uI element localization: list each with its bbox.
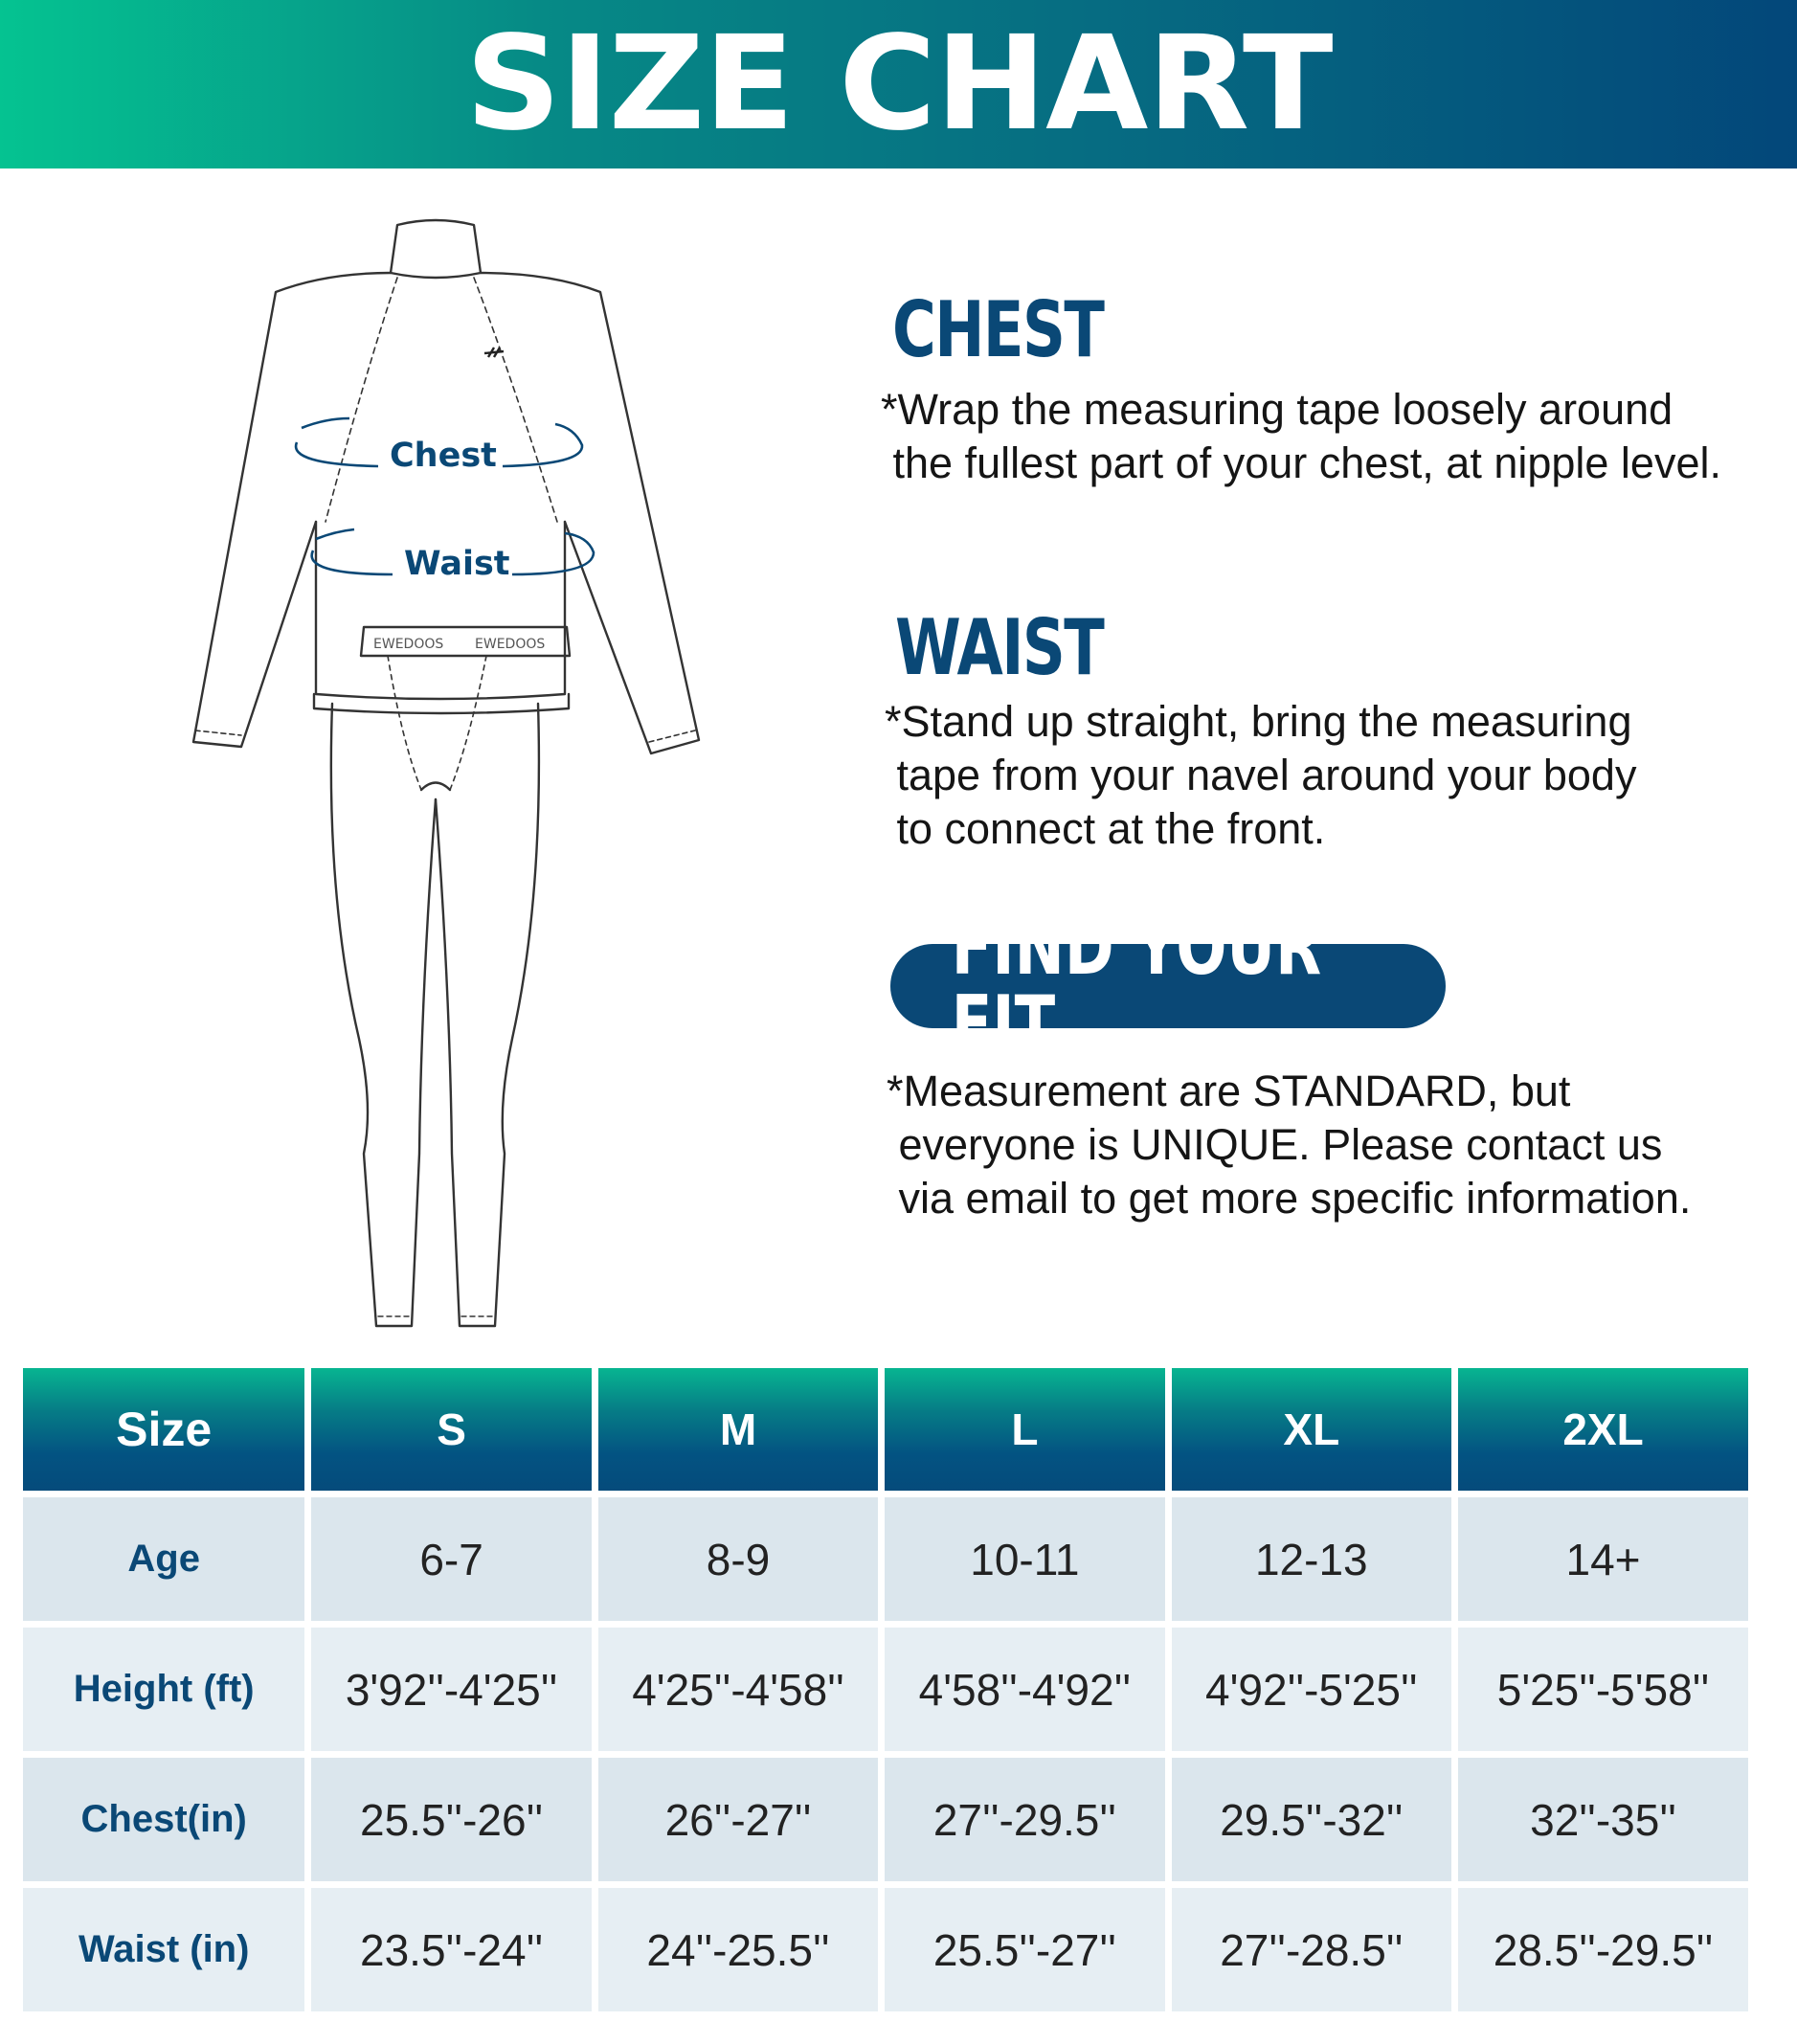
header-2xl: 2XL bbox=[1458, 1368, 1748, 1491]
chest-heading: CHEST bbox=[892, 285, 1104, 374]
table-row bbox=[23, 1628, 1748, 1751]
find-your-fit-badge bbox=[890, 903, 1446, 1068]
table-header-row bbox=[23, 1368, 1748, 1491]
table-cell: 10-11 bbox=[885, 1497, 1164, 1621]
table-cell: 24''-25.5'' bbox=[598, 1888, 878, 2011]
header-size: Size bbox=[23, 1368, 304, 1491]
table-cell: 5'25''-5'58'' bbox=[1458, 1628, 1748, 1751]
chest-instructions: *Wrap the measuring tape loosely around the fullest part of your chest, at nipple level. bbox=[881, 385, 1721, 487]
table-cell: 6-7 bbox=[311, 1497, 591, 1621]
table-cell: 12-13 bbox=[1172, 1497, 1451, 1621]
table-cell: 14+ bbox=[1458, 1497, 1748, 1621]
table-cell: 4'25''-4'58'' bbox=[598, 1628, 878, 1751]
table-cell: 27''-28.5'' bbox=[1172, 1888, 1451, 2011]
header-xl: XL bbox=[1172, 1368, 1451, 1491]
table-row bbox=[23, 1888, 1748, 2011]
table-cell: 27''-29.5'' bbox=[885, 1758, 1164, 1881]
row-label-age: Age bbox=[23, 1497, 304, 1621]
size-table bbox=[16, 1361, 1755, 2018]
waistband-brand-text: EWEDOOS bbox=[475, 637, 546, 652]
header-l: L bbox=[885, 1368, 1164, 1491]
row-label-chest: Chest(in) bbox=[23, 1758, 304, 1881]
header-banner bbox=[0, 0, 1797, 168]
thermal-base-layer-outline-icon bbox=[182, 206, 718, 1336]
find-your-fit-heading: FIND YOUR FIT bbox=[951, 903, 1322, 1068]
table-row bbox=[23, 1497, 1748, 1621]
table-cell: 3'92''-4'25'' bbox=[311, 1628, 591, 1751]
waist-measure-label: Waist bbox=[404, 545, 510, 583]
table-cell: 25.5''-26'' bbox=[311, 1758, 591, 1881]
table-cell: 4'92''-5'25'' bbox=[1172, 1628, 1451, 1751]
table-cell: 23.5''-24'' bbox=[311, 1888, 591, 2011]
table-cell: 26''-27'' bbox=[598, 1758, 878, 1881]
table-cell: 32''-35'' bbox=[1458, 1758, 1748, 1881]
fit-instructions: *Measurement are STANDARD, but everyone is UNIQUE. Please contact us via email to get more specific information. bbox=[887, 1067, 1692, 1223]
page-title: SIZE CHART bbox=[464, 9, 1333, 160]
table-cell: 28.5''-29.5'' bbox=[1458, 1888, 1748, 2011]
table-cell: 4'58''-4'92'' bbox=[885, 1628, 1164, 1751]
table-cell: 29.5''-32'' bbox=[1172, 1758, 1451, 1881]
header-s: S bbox=[311, 1368, 591, 1491]
row-label-waist: Waist (in) bbox=[23, 1888, 304, 2011]
chest-measure-label: Chest bbox=[390, 437, 497, 475]
table-cell: 8-9 bbox=[598, 1497, 878, 1621]
waist-instructions: *Stand up straight, bring the measuring tape from your navel around your body to connect at the front. bbox=[885, 697, 1637, 853]
header-m: M bbox=[598, 1368, 878, 1491]
garment-illustration bbox=[182, 206, 718, 1336]
table-row bbox=[23, 1758, 1748, 1881]
waistband-brand-text: EWEDOOS bbox=[373, 637, 444, 652]
waist-heading: WAIST bbox=[895, 603, 1104, 692]
row-label-height: Height (ft) bbox=[23, 1628, 304, 1751]
table-cell: 25.5''-27'' bbox=[885, 1888, 1164, 2011]
